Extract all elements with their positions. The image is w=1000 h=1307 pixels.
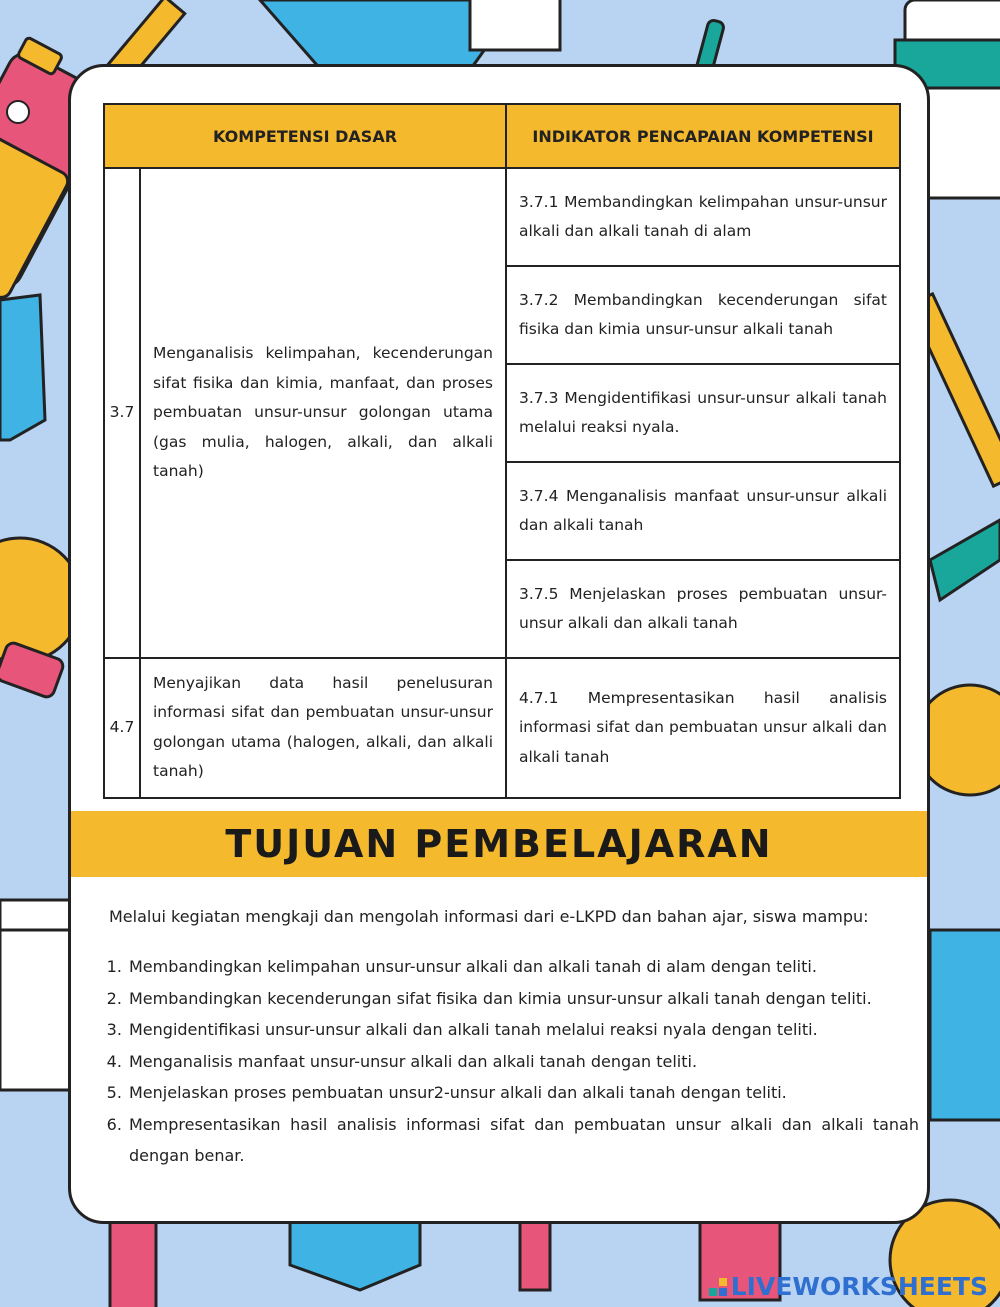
table-row <box>104 168 900 266</box>
dropper-icon <box>520 1220 550 1290</box>
list-item: 1. Membandingkan kelimpahan unsur-unsur alkali dan alkali tanah di alam dengan teliti. <box>127 951 919 983</box>
glove-icon <box>0 295 45 440</box>
header-ipk: INDIKATOR PENCAPAIAN KOMPETENSI <box>506 104 900 168</box>
list-item: 3. Mengidentifikasi unsur-unsur alkali dan alkali tanah melalui reaksi nyala dengan teliti. <box>127 1014 919 1046</box>
list-item: 6. Mempresentasikan hasil analisis informasi sifat dan pembuatan unsur alkali dan alkali tanah dengan benar. <box>127 1109 919 1172</box>
tube-icon <box>110 1220 156 1307</box>
kd-description: Menyajikan data hasil penelusuran informasi sifat dan pembuatan unsur-unsur golongan utama (halogen, alkali, dan alkali tanah) <box>140 658 506 798</box>
indicator-cell: 3.7.5 Menjelaskan proses pembuatan unsur-unsur alkali dan alkali tanah <box>506 560 900 658</box>
watermark-text: LIVEWORKSHEETS <box>730 1272 988 1301</box>
objectives-list <box>109 951 919 1172</box>
clamp-icon <box>930 520 1000 600</box>
kd-description: Menganalisis kelimpahan, kecenderungan sifat fisika dan kimia, manfaat, dan proses pembuatan unsur-unsur golongan utama (gas mulia, halogen, alkali, dan alkali tanah) <box>140 168 506 658</box>
indicator-cell: 3.7.4 Menganalisis manfaat unsur-unsur alkali dan alkali tanah <box>506 462 900 560</box>
kd-number: 4.7 <box>104 658 140 798</box>
beaker-icon <box>930 930 1000 1120</box>
content-card <box>68 64 930 1224</box>
list-item: 2. Membandingkan kecenderungan sifat fisika dan kimia unsur-unsur alkali tanah dengan teliti. <box>127 983 919 1015</box>
list-item: 5. Menjelaskan proses pembuatan unsur2-unsur alkali dan alkali tanah dengan teliti. <box>127 1077 919 1109</box>
indicator-cell: 4.7.1 Mempresentasikan hasil analisis informasi sifat dan pembuatan unsur alkali dan alkali tanah <box>506 658 900 798</box>
objectives-title: TUJUAN PEMBELAJARAN <box>225 822 773 866</box>
indicator-cell: 3.7.1 Membandingkan kelimpahan unsur-unsur alkali dan alkali tanah di alam <box>506 168 900 266</box>
objectives-banner <box>71 811 927 877</box>
objectives-intro: Melalui kegiatan mengkaji dan mengolah informasi dari e-LKPD dan bahan ajar, siswa mampu: <box>109 907 869 926</box>
indicator-cell: 3.7.3 Mengidentifikasi unsur-unsur alkali tanah melalui reaksi nyala. <box>506 364 900 462</box>
goggles-icon <box>290 1220 420 1290</box>
liveworksheets-logo-icon <box>709 1278 727 1296</box>
jar-icon <box>0 900 70 1090</box>
competency-table <box>103 103 901 799</box>
indicator-cell: 3.7.2 Membandingkan kecenderungan sifat fisika dan kimia unsur-unsur alkali tanah <box>506 266 900 364</box>
table-header-row <box>104 104 900 168</box>
table-row <box>104 658 900 798</box>
list-item: 4. Menganalisis manfaat unsur-unsur alkali dan alkali tanah dengan teliti. <box>127 1046 919 1078</box>
liveworksheets-watermark <box>709 1272 988 1301</box>
kd-number: 3.7 <box>104 168 140 658</box>
header-kd: KOMPETENSI DASAR <box>104 104 506 168</box>
